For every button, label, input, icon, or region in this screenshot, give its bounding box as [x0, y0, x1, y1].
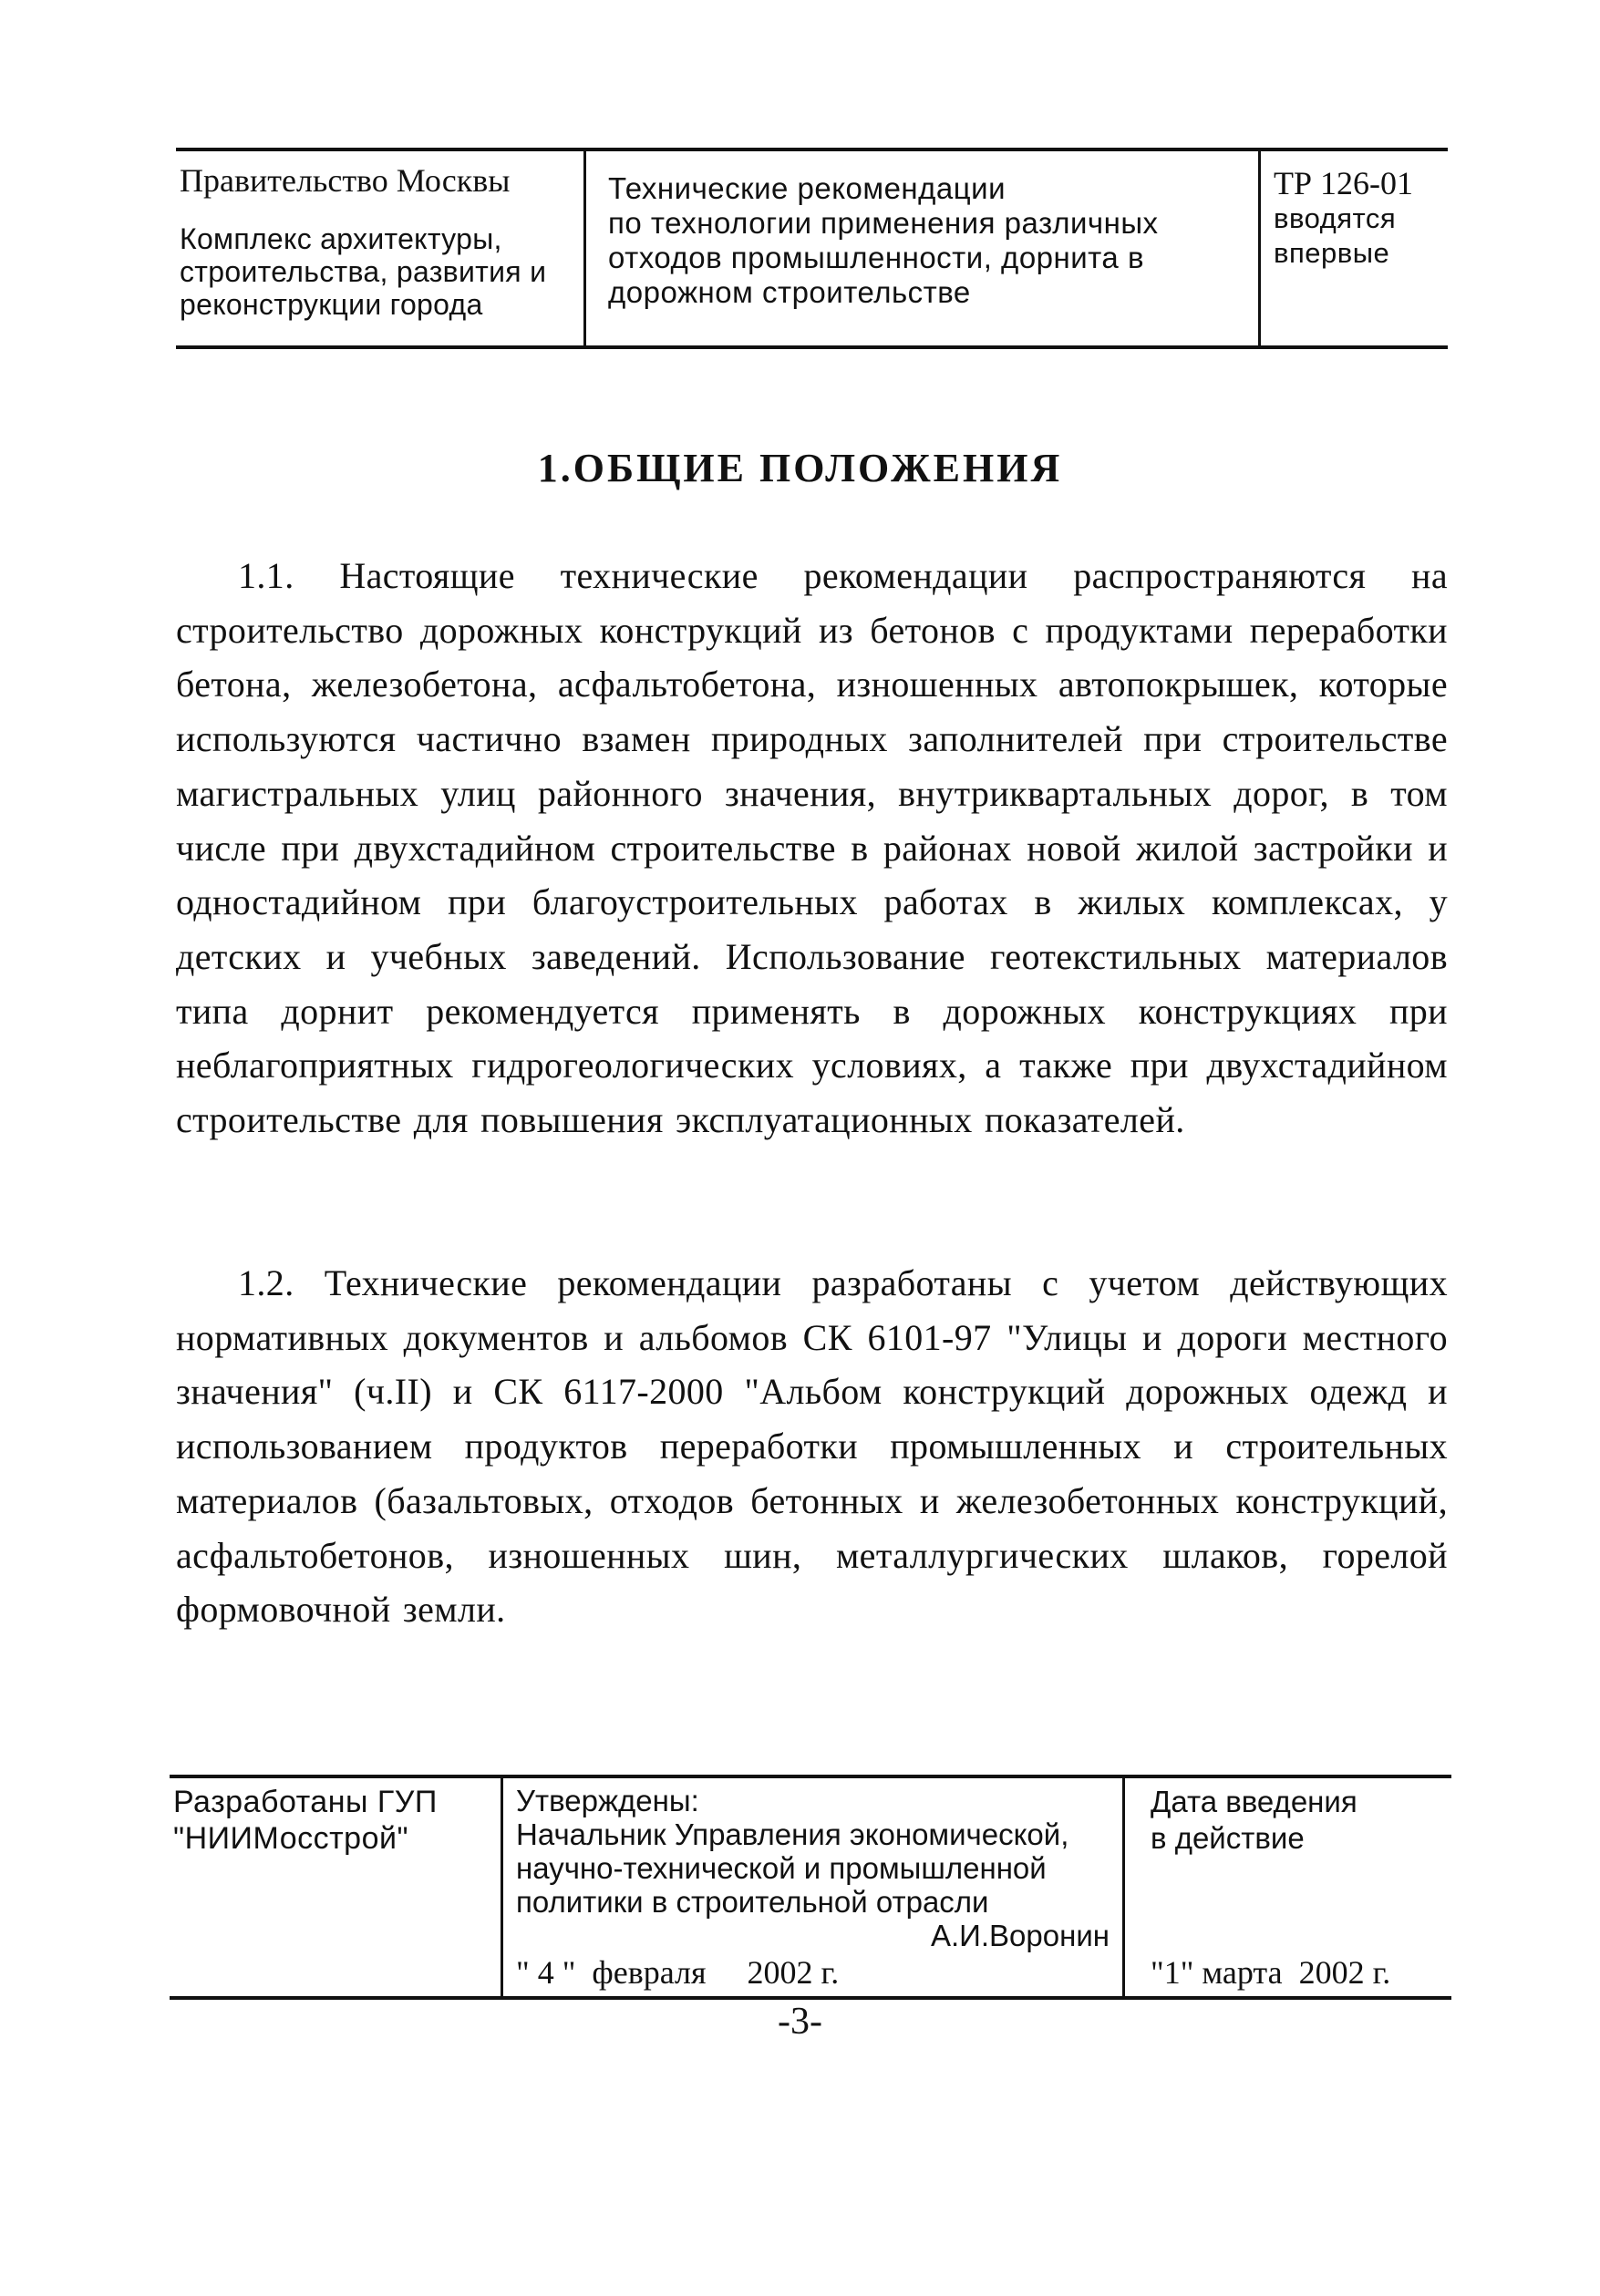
footer-developer-cell — [170, 1778, 503, 1996]
paragraph-1-2: 1.2. Технические рекомендации разработаны с учетом действующих нормативных документов и альбомов СК 6101-97 "Улицы и дороги местного значения" (ч.II) и СК 6117-2000 "Альбом конструкций дорожных одежд и использованием продуктов переработки промышленных и строительных материалов (базальтовых, отходов бетонных и железобетонных конструкций, асфальтобетонов, изношенных шин, металлургических шлаков, горелой формовочной земли. — [176, 1262, 1448, 1631]
approval-date: " 4 " февраля 2002 г. — [516, 1954, 840, 1991]
document-status: вводятся впервые — [1274, 202, 1397, 269]
organization-name: Правительство Москвы — [180, 162, 511, 199]
header-title-cell — [586, 151, 1261, 345]
footer-effective-cell — [1125, 1778, 1451, 1996]
footer-table — [170, 1775, 1451, 2000]
section-title: 1.ОБЩИЕ ПОЛОЖЕНИЯ — [537, 446, 1063, 490]
department-name: Комплекс архитектуры, строительства, развития и реконструкции города — [180, 222, 547, 321]
document-title: Технические рекомендации по технологии применения различных отходов промышленности, дорнита в дорожном строительстве — [608, 171, 1159, 309]
footer-approval-cell — [503, 1778, 1125, 1996]
document-code: ТР 126-01 — [1274, 165, 1413, 201]
page-number: -3- — [778, 2001, 822, 2043]
approval-authority: Начальник Управления экономической, научно-технической и промышленной политики в строительной отрасли — [516, 1817, 1069, 1919]
header-code-cell — [1261, 151, 1448, 345]
effective-date-label: Дата введения в действие — [1151, 1785, 1357, 1855]
header-table — [176, 148, 1448, 349]
effective-date: "1" марта 2002 г. — [1151, 1954, 1391, 1991]
header-organization-cell — [176, 151, 586, 345]
developer: Разработаны ГУП "НИИМосстрой" — [173, 1785, 438, 1856]
approval-label: Утверждены: — [516, 1784, 699, 1817]
approval-signatory: А.И.Воронин — [930, 1919, 1110, 1952]
paragraph-1-1: 1.1. Настоящие технические рекомендации распространяются на строительство дорожных конструкций из бетонов с продуктами переработки бетона, железобетона, асфальтобетона, изношенных автопокрышек, которые используются частично взамен природных заполнителей при строительстве магистральных улиц районного значения, внутриквартальных дорог, в том числе при двухстадийном строительстве в районах новой жилой застройки и одностадийном при благоустроительных работах в жилых комплексах, у детских и учебных заведений. Использование геотекстильных материалов типа дорнит рекомендуется применять в дорожных конструкциях при неблагоприятных гидрогеологических условиях, а также при двухстадийном строительстве для повышения эксплуатационных показателей. — [176, 555, 1448, 1141]
